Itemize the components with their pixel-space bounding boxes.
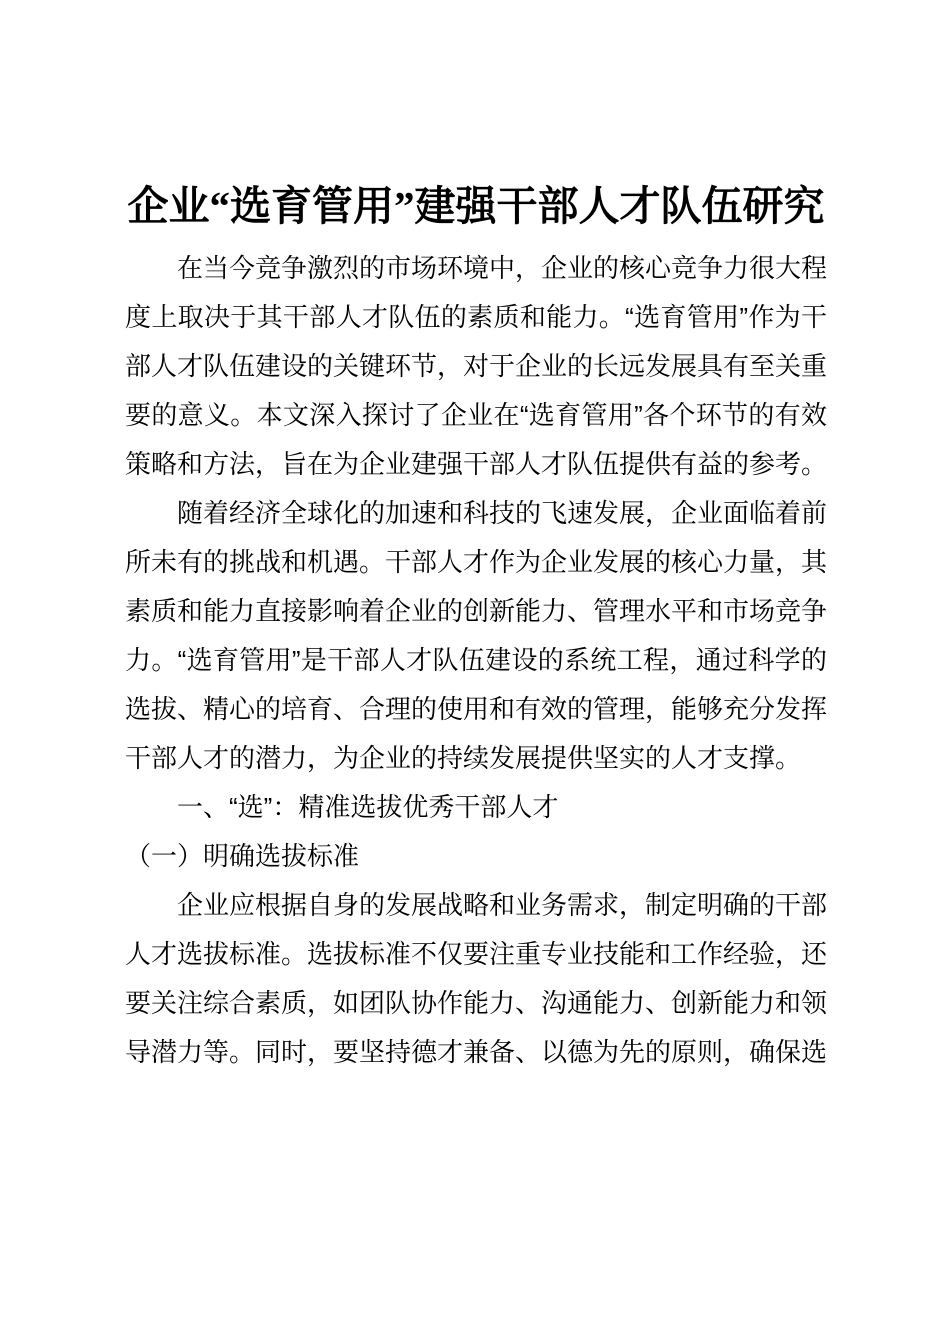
document-title: 企业“选育管用”建强干部人才队伍研究: [127, 183, 825, 229]
subsection-heading-1-1: （一）明确选拔标准: [125, 841, 360, 871]
paragraph-selection-standards: 企业应根据自身的发展战略和业务需求，制定明确的干部人才选拔标准。选拔标准不仅要注重专业技能和工作经验，还要关注综合素质，如团队协作能力、沟通能力、创新能力和领导潜力等。同时，要坚持德才兼备、以德为先的原则，确保选: [125, 890, 828, 1067]
paragraph-background: 随着经济全球化的加速和科技的飞速发展，企业面临着前所未有的挑战和机遇。干部人才作为企业发展的核心力量，其素质和能力直接影响着企业的创新能力、管理水平和市场竞争力。“选育管用”是干部人才队伍建设的系统工程，通过科学的选拔、精心的培育、合理的使用和有效的管理，能够充分发挥干部人才的潜力，为企业的持续发展提供坚实的人才支撑。: [125, 498, 828, 773]
section-heading-1: 一、“选”：精准选拔优秀干部人才: [177, 792, 559, 822]
paragraph-intro: 在当今竞争激烈的市场环境中，企业的核心竞争力很大程度上取决于其干部人才队伍的素质和能力。“选育管用”作为干部人才队伍建设的关键环节，对于企业的长远发展具有至关重要的意义。本文深入探讨了企业在“选育管用”各个环节的有效策略和方法，旨在为企业建强干部人才队伍提供有益的参考。: [125, 253, 828, 479]
